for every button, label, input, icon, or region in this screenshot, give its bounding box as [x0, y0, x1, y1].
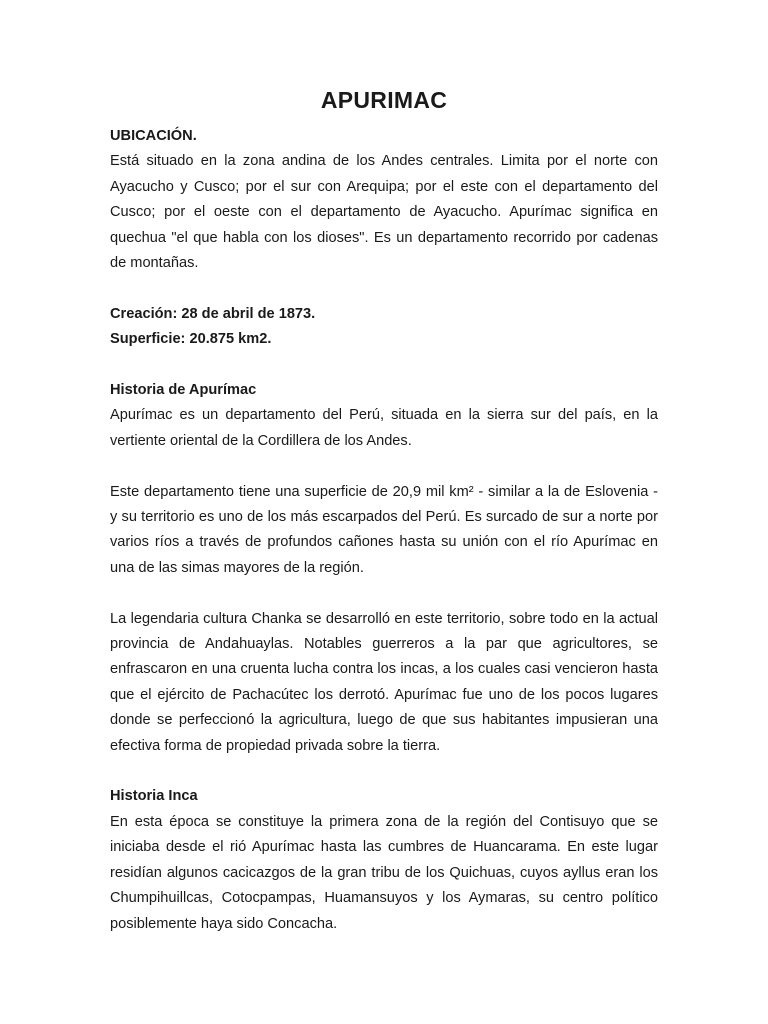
- spacer: [110, 759, 658, 784]
- ubicacion-paragraph: Está situado en la zona andina de los Andes centrales. Limita por el norte con Ayacucho y Cusco; por el sur con Arequipa; por el este con el departamento del Cusco; por el oeste con el departamento de Ayacucho. Apurímac significa en quechua "el que habla con los dioses". Es un departamento recorrido por cadenas de montañas.: [110, 153, 658, 272]
- superficie-line: Superficie: 20.875 km2.: [110, 331, 272, 348]
- historia-apurimac-paragraph-1: Apurímac es un departamento del Perú, situada en la sierra sur del país, en la vertiente oriental de la Cordillera de los Andes.: [110, 407, 658, 449]
- historia-inca-paragraph: En esta época se constituye la primera zona de la región del Contisuyo que se iniciaba desde el rió Apurímac hasta las cumbres de Huancarama. En este lugar residían algunos cacicazgos de la gran tribu de los Quichuas, cuyos ayllus eran los Chumpihuillcas, Cotocpampas, Huamansuyos y los Aymaras, su centro político posiblemente haya sido Concacha.: [110, 813, 658, 932]
- spacer: [110, 581, 658, 606]
- creacion-line: Creación: 28 de abril de 1873.: [110, 305, 316, 322]
- spacer: [110, 353, 658, 378]
- ubicacion-heading: UBICACIÓN.: [110, 128, 197, 144]
- historia-inca-heading: Historia Inca: [110, 788, 198, 805]
- spacer: [110, 454, 658, 479]
- historia-apurimac-heading: Historia de Apurímac: [110, 382, 257, 399]
- document-title: APURIMAC: [320, 87, 448, 113]
- historia-apurimac-paragraph-2: Este departamento tiene una superficie de 20,9 mil km² - similar a la de Eslovenia - y su territorio es uno de los más escarpados del Perú. Es surcado de sur a norte por varios ríos a través de profundos cañones hasta su unión con el río Apurímac en una de las simas mayores de la región.: [110, 483, 658, 576]
- spacer: [110, 276, 658, 301]
- historia-apurimac-paragraph-3: La legendaria cultura Chanka se desarrolló en este territorio, sobre todo en la actual provincia de Andahuaylas. Notables guerreros a la par que agricultores, se enfrascaron en una cruenta lucha contra los incas, a los cuales casi vencieron hasta que el ejército de Pachacútec los derrotó. Apurímac fue uno de los pocos lugares donde se perfeccionó la agricultura, luego de que sus habitantes impusieran una efectiva forma de propiedad privada sobre la tierra.: [110, 610, 658, 754]
- document-page: [110, 84, 658, 937]
